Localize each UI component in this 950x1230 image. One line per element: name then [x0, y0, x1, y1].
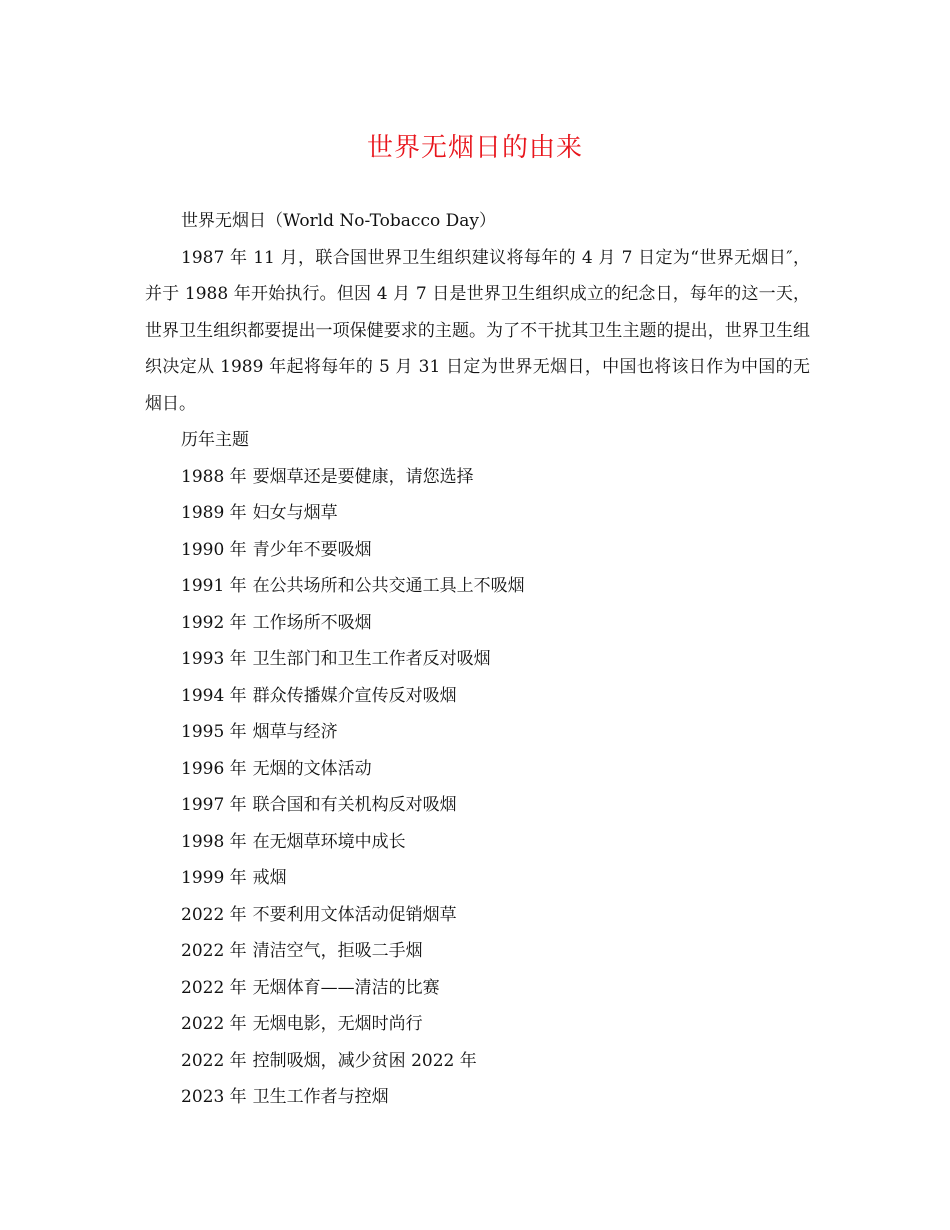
theme-year: 2022 年 — [181, 1050, 247, 1071]
theme-text: 控制吸烟，减少贫困 2022 年 — [252, 1050, 477, 1071]
theme-text: 群众传播媒介宣传反对吸烟 — [252, 685, 457, 706]
theme-text: 不要利用文体活动促销烟草 — [252, 904, 457, 925]
theme-year: 1991 年 — [181, 576, 247, 596]
theme-year: 2023 年 — [181, 1087, 247, 1107]
theme-year: 2022 年 — [181, 977, 247, 998]
theme-year: 1995 年 — [181, 722, 247, 742]
theme-year: 2022 年 — [181, 904, 247, 925]
theme-year: 1993 年 — [181, 649, 247, 669]
list-item — [145, 970, 810, 1007]
theme-text: 戒烟 — [252, 868, 287, 888]
list-item — [145, 860, 810, 897]
theme-text: 在无烟草环境中成长 — [252, 831, 406, 852]
theme-text: 联合国和有关机构反对吸烟 — [252, 795, 457, 815]
theme-year: 1994 年 — [181, 685, 247, 706]
list-item — [145, 1006, 810, 1043]
theme-year: 2022 年 — [181, 1014, 247, 1034]
theme-text: 青少年不要吸烟 — [252, 539, 372, 560]
theme-text: 卫生工作者与控烟 — [252, 1087, 389, 1107]
theme-text: 妇女与烟草 — [252, 503, 338, 523]
theme-text: 在公共场所和公共交通工具上不吸烟 — [252, 576, 525, 596]
list-item — [145, 751, 810, 788]
list-item — [145, 824, 810, 861]
theme-text: 无烟体育——清洁的比赛 — [252, 977, 440, 998]
list-item — [145, 568, 810, 605]
list-item — [145, 495, 810, 532]
theme-year: 1998 年 — [181, 831, 247, 852]
list-item — [145, 933, 810, 970]
list-item — [145, 605, 810, 642]
intro-paragraph: 1987 年 11 月，联合国世界卫生组织建议将每年的 4 月 7 日定为“世界无烟日″，并于 1988 年开始执行。但因 4 月 7 日是世界卫生组织成立的纪念日，每年的这一天，世界卫生组织都要提出一项保健要求的主题。为了不干扰其卫生主题的提出，世界卫生组织决定从 1989 年起将每年的 5 月 31 日定为世界无烟日，中国也将该日作为中国的无烟日。 — [145, 247, 810, 414]
themes-list — [145, 459, 810, 1116]
list-item — [145, 714, 810, 751]
theme-year: 1992 年 — [181, 612, 247, 633]
theme-year: 1989 年 — [181, 503, 247, 523]
list-item — [145, 1043, 810, 1080]
theme-text: 烟草与经济 — [252, 722, 338, 742]
theme-text: 无烟电影，无烟时尚行 — [252, 1014, 423, 1034]
theme-year: 2022 年 — [181, 941, 247, 961]
intro-heading: 世界无烟日（World No-Tobacco Day） — [181, 211, 496, 231]
list-item — [145, 1079, 810, 1116]
list-item — [145, 641, 810, 678]
list-item — [145, 532, 810, 569]
theme-text: 卫生部门和卫生工作者反对吸烟 — [252, 649, 491, 669]
theme-year: 1996 年 — [181, 758, 247, 779]
list-item — [145, 897, 810, 934]
theme-year: 1997 年 — [181, 795, 247, 815]
theme-year: 1999 年 — [181, 868, 247, 888]
list-item — [145, 678, 810, 715]
list-item — [145, 459, 810, 496]
theme-text: 要烟草还是要健康，请您选择 — [252, 466, 474, 487]
themes-heading: 历年主题 — [181, 430, 249, 450]
theme-year: 1988 年 — [181, 466, 247, 487]
document-body — [145, 203, 810, 1116]
page-title: 世界无烟日的由来 — [366, 133, 583, 163]
theme-text: 无烟的文体活动 — [252, 758, 372, 779]
theme-year: 1990 年 — [181, 539, 247, 560]
list-item — [145, 787, 810, 824]
theme-text: 工作场所不吸烟 — [252, 612, 372, 633]
theme-text: 清洁空气，拒吸二手烟 — [252, 941, 423, 961]
